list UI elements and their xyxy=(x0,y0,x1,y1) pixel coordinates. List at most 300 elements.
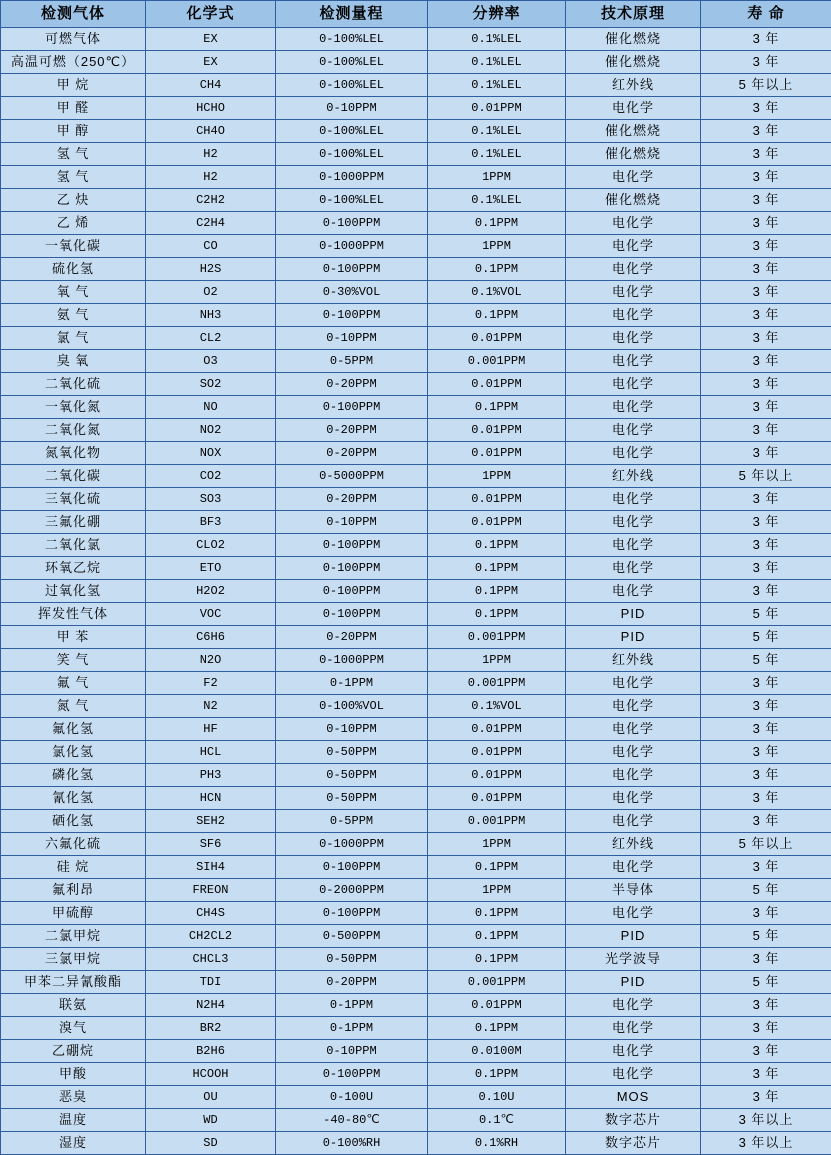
table-row xyxy=(1,74,831,97)
cell-formula: CH2CL2 xyxy=(146,925,276,948)
cell-gas-name: 甲酸 xyxy=(1,1063,146,1086)
cell-resolution: 0.1PPM xyxy=(428,557,566,580)
cell-range: 0-100%LEL xyxy=(276,143,428,166)
cell-range: 0-100PPM xyxy=(276,603,428,626)
cell-resolution: 0.1℃ xyxy=(428,1109,566,1132)
table-row xyxy=(1,1040,831,1063)
cell-gas-name: 六氟化硫 xyxy=(1,833,146,856)
cell-range: 0-100%VOL xyxy=(276,695,428,718)
cell-gas-name: 氢 气 xyxy=(1,166,146,189)
cell-formula: O2 xyxy=(146,281,276,304)
table-row xyxy=(1,1109,831,1132)
cell-principle: 红外线 xyxy=(566,833,701,856)
cell-formula: CL2 xyxy=(146,327,276,350)
cell-range: 0-100PPM xyxy=(276,258,428,281)
cell-range: 0-30%VOL xyxy=(276,281,428,304)
cell-range: 0-1PPM xyxy=(276,1017,428,1040)
cell-formula: F2 xyxy=(146,672,276,695)
cell-lifetime: 3 年 xyxy=(701,695,831,718)
cell-resolution: 0.1%LEL xyxy=(428,143,566,166)
cell-resolution: 0.1%LEL xyxy=(428,51,566,74)
cell-range: 0-100%LEL xyxy=(276,74,428,97)
cell-resolution: 0.1PPM xyxy=(428,856,566,879)
cell-formula: CH4S xyxy=(146,902,276,925)
cell-resolution: 0.1PPM xyxy=(428,1017,566,1040)
cell-principle: 电化学 xyxy=(566,350,701,373)
cell-lifetime: 3 年以上 xyxy=(701,1109,831,1132)
cell-resolution: 1PPM xyxy=(428,166,566,189)
cell-resolution: 0.1PPM xyxy=(428,902,566,925)
cell-gas-name: 氮 气 xyxy=(1,695,146,718)
cell-formula: H2S xyxy=(146,258,276,281)
cell-lifetime: 3 年 xyxy=(701,51,831,74)
cell-resolution: 0.1PPM xyxy=(428,948,566,971)
cell-lifetime: 3 年 xyxy=(701,166,831,189)
cell-gas-name: 乙 烯 xyxy=(1,212,146,235)
table-row xyxy=(1,143,831,166)
table-row xyxy=(1,1017,831,1040)
cell-range: 0-50PPM xyxy=(276,948,428,971)
table-row xyxy=(1,373,831,396)
cell-resolution: 0.1%LEL xyxy=(428,28,566,51)
table-row xyxy=(1,580,831,603)
cell-range: 0-1000PPM xyxy=(276,649,428,672)
cell-principle: 电化学 xyxy=(566,557,701,580)
cell-formula: EX xyxy=(146,28,276,51)
cell-lifetime: 5 年 xyxy=(701,925,831,948)
cell-principle: 半导体 xyxy=(566,879,701,902)
table-row xyxy=(1,28,831,51)
table-row xyxy=(1,925,831,948)
cell-gas-name: 三氧化硫 xyxy=(1,488,146,511)
cell-resolution: 0.01PPM xyxy=(428,373,566,396)
cell-lifetime: 3 年 xyxy=(701,718,831,741)
cell-range: 0-100PPM xyxy=(276,856,428,879)
table-row xyxy=(1,971,831,994)
cell-principle: 电化学 xyxy=(566,419,701,442)
cell-resolution: 0.1%VOL xyxy=(428,281,566,304)
cell-lifetime: 3 年 xyxy=(701,120,831,143)
cell-principle: PID xyxy=(566,626,701,649)
cell-range: 0-500PPM xyxy=(276,925,428,948)
cell-range: -40-80℃ xyxy=(276,1109,428,1132)
cell-formula: O3 xyxy=(146,350,276,373)
table-row xyxy=(1,442,831,465)
cell-resolution: 0.1PPM xyxy=(428,580,566,603)
column-header-principle: 技术原理 xyxy=(566,1,701,28)
cell-principle: 红外线 xyxy=(566,74,701,97)
cell-lifetime: 3 年 xyxy=(701,1040,831,1063)
cell-lifetime: 3 年 xyxy=(701,787,831,810)
table-row xyxy=(1,534,831,557)
cell-resolution: 0.1PPM xyxy=(428,304,566,327)
cell-formula: N2H4 xyxy=(146,994,276,1017)
cell-formula: VOC xyxy=(146,603,276,626)
column-header-resolution: 分辨率 xyxy=(428,1,566,28)
cell-resolution: 0.01PPM xyxy=(428,764,566,787)
column-header-range: 检测量程 xyxy=(276,1,428,28)
cell-lifetime: 3 年 xyxy=(701,580,831,603)
cell-lifetime: 3 年 xyxy=(701,281,831,304)
cell-range: 0-20PPM xyxy=(276,626,428,649)
cell-formula: PH3 xyxy=(146,764,276,787)
cell-lifetime: 3 年 xyxy=(701,97,831,120)
cell-lifetime: 5 年 xyxy=(701,626,831,649)
cell-range: 0-100%LEL xyxy=(276,51,428,74)
cell-gas-name: 氢 气 xyxy=(1,143,146,166)
cell-formula: C2H2 xyxy=(146,189,276,212)
cell-resolution: 0.1PPM xyxy=(428,212,566,235)
cell-gas-name: 二氧化氮 xyxy=(1,419,146,442)
cell-gas-name: 挥发性气体 xyxy=(1,603,146,626)
table-row xyxy=(1,258,831,281)
cell-principle: 光学波导 xyxy=(566,948,701,971)
cell-formula: HCL xyxy=(146,741,276,764)
cell-formula: OU xyxy=(146,1086,276,1109)
table-row xyxy=(1,281,831,304)
cell-lifetime: 3 年 xyxy=(701,534,831,557)
cell-resolution: 0.001PPM xyxy=(428,672,566,695)
table-row xyxy=(1,810,831,833)
cell-resolution: 0.1%LEL xyxy=(428,74,566,97)
cell-gas-name: 过氧化氢 xyxy=(1,580,146,603)
table-header xyxy=(1,1,831,28)
cell-gas-name: 二氧化碳 xyxy=(1,465,146,488)
table-row xyxy=(1,120,831,143)
cell-principle: 电化学 xyxy=(566,718,701,741)
table-row xyxy=(1,419,831,442)
cell-formula: C6H6 xyxy=(146,626,276,649)
table-row xyxy=(1,235,831,258)
cell-gas-name: 氨 气 xyxy=(1,304,146,327)
cell-gas-name: 高温可燃（250℃） xyxy=(1,51,146,74)
table-row xyxy=(1,764,831,787)
table-row xyxy=(1,948,831,971)
cell-resolution: 0.01PPM xyxy=(428,488,566,511)
cell-range: 0-1000PPM xyxy=(276,833,428,856)
cell-range: 0-1000PPM xyxy=(276,235,428,258)
table-row xyxy=(1,327,831,350)
cell-principle: 电化学 xyxy=(566,281,701,304)
cell-formula: CH4O xyxy=(146,120,276,143)
cell-gas-name: 恶臭 xyxy=(1,1086,146,1109)
cell-resolution: 0.1PPM xyxy=(428,925,566,948)
cell-formula: EX xyxy=(146,51,276,74)
cell-gas-name: 二氧化硫 xyxy=(1,373,146,396)
cell-lifetime: 3 年 xyxy=(701,1086,831,1109)
cell-lifetime: 5 年以上 xyxy=(701,74,831,97)
table-row xyxy=(1,649,831,672)
cell-principle: PID xyxy=(566,603,701,626)
table-row xyxy=(1,833,831,856)
cell-gas-name: 臭 氧 xyxy=(1,350,146,373)
cell-lifetime: 3 年 xyxy=(701,741,831,764)
cell-resolution: 0.1PPM xyxy=(428,1063,566,1086)
cell-range: 0-100%LEL xyxy=(276,120,428,143)
cell-lifetime: 3 年 xyxy=(701,212,831,235)
cell-range: 0-100%RH xyxy=(276,1132,428,1155)
cell-range: 0-1PPM xyxy=(276,994,428,1017)
cell-range: 0-100PPM xyxy=(276,396,428,419)
cell-resolution: 0.1%RH xyxy=(428,1132,566,1155)
cell-lifetime: 3 年 xyxy=(701,511,831,534)
cell-resolution: 0.01PPM xyxy=(428,718,566,741)
cell-gas-name: 笑 气 xyxy=(1,649,146,672)
cell-range: 0-10PPM xyxy=(276,97,428,120)
cell-lifetime: 3 年 xyxy=(701,189,831,212)
table-row xyxy=(1,1086,831,1109)
cell-range: 0-100PPM xyxy=(276,304,428,327)
cell-principle: 红外线 xyxy=(566,465,701,488)
cell-lifetime: 3 年 xyxy=(701,143,831,166)
cell-gas-name: 氟 气 xyxy=(1,672,146,695)
cell-resolution: 0.01PPM xyxy=(428,97,566,120)
cell-resolution: 1PPM xyxy=(428,465,566,488)
table-row xyxy=(1,511,831,534)
cell-resolution: 0.1PPM xyxy=(428,396,566,419)
cell-gas-name: 氯 气 xyxy=(1,327,146,350)
table-row xyxy=(1,189,831,212)
cell-formula: BR2 xyxy=(146,1017,276,1040)
cell-formula: FREON xyxy=(146,879,276,902)
cell-range: 0-5000PPM xyxy=(276,465,428,488)
table-row xyxy=(1,557,831,580)
cell-principle: 电化学 xyxy=(566,442,701,465)
cell-formula: HCOOH xyxy=(146,1063,276,1086)
cell-resolution: 0.001PPM xyxy=(428,971,566,994)
cell-principle: 电化学 xyxy=(566,235,701,258)
cell-gas-name: 硫化氢 xyxy=(1,258,146,281)
cell-lifetime: 3 年 xyxy=(701,235,831,258)
cell-range: 0-100%LEL xyxy=(276,28,428,51)
cell-range: 0-100PPM xyxy=(276,534,428,557)
table-row xyxy=(1,465,831,488)
cell-formula: H2 xyxy=(146,166,276,189)
cell-gas-name: 一氧化氮 xyxy=(1,396,146,419)
cell-principle: 催化燃烧 xyxy=(566,143,701,166)
cell-lifetime: 3 年 xyxy=(701,948,831,971)
cell-lifetime: 3 年 xyxy=(701,396,831,419)
cell-resolution: 1PPM xyxy=(428,879,566,902)
cell-principle: 电化学 xyxy=(566,741,701,764)
cell-lifetime: 3 年 xyxy=(701,810,831,833)
cell-lifetime: 3 年 xyxy=(701,672,831,695)
cell-gas-name: 氟化氢 xyxy=(1,718,146,741)
cell-range: 0-100PPM xyxy=(276,1063,428,1086)
cell-lifetime: 5 年 xyxy=(701,649,831,672)
cell-formula: N2 xyxy=(146,695,276,718)
table-row xyxy=(1,856,831,879)
cell-range: 0-20PPM xyxy=(276,971,428,994)
cell-lifetime: 5 年 xyxy=(701,879,831,902)
cell-formula: CH4 xyxy=(146,74,276,97)
cell-resolution: 0.01PPM xyxy=(428,327,566,350)
cell-principle: 电化学 xyxy=(566,902,701,925)
cell-gas-name: 联氨 xyxy=(1,994,146,1017)
cell-principle: MOS xyxy=(566,1086,701,1109)
cell-gas-name: 二氯甲烷 xyxy=(1,925,146,948)
cell-range: 0-20PPM xyxy=(276,442,428,465)
cell-range: 0-100PPM xyxy=(276,580,428,603)
cell-formula: CHCL3 xyxy=(146,948,276,971)
cell-lifetime: 3 年 xyxy=(701,419,831,442)
cell-lifetime: 3 年 xyxy=(701,258,831,281)
cell-formula: SEH2 xyxy=(146,810,276,833)
cell-range: 0-50PPM xyxy=(276,741,428,764)
cell-formula: HCHO xyxy=(146,97,276,120)
cell-principle: 电化学 xyxy=(566,695,701,718)
cell-range: 0-5PPM xyxy=(276,350,428,373)
cell-gas-name: 甲 醇 xyxy=(1,120,146,143)
cell-range: 0-10PPM xyxy=(276,718,428,741)
column-header-gas-name: 检测气体 xyxy=(1,1,146,28)
cell-gas-name: 甲 烷 xyxy=(1,74,146,97)
cell-principle: 电化学 xyxy=(566,534,701,557)
cell-gas-name: 乙 炔 xyxy=(1,189,146,212)
table-row xyxy=(1,603,831,626)
cell-principle: 电化学 xyxy=(566,787,701,810)
cell-principle: 电化学 xyxy=(566,810,701,833)
cell-principle: 电化学 xyxy=(566,373,701,396)
cell-lifetime: 3 年 xyxy=(701,304,831,327)
cell-gas-name: 氮氧化物 xyxy=(1,442,146,465)
cell-lifetime: 3 年 xyxy=(701,1017,831,1040)
table-body xyxy=(1,28,831,1155)
cell-gas-name: 乙硼烷 xyxy=(1,1040,146,1063)
table-row xyxy=(1,787,831,810)
cell-range: 0-1PPM xyxy=(276,672,428,695)
cell-range: 0-20PPM xyxy=(276,419,428,442)
cell-resolution: 0.01PPM xyxy=(428,511,566,534)
cell-range: 0-20PPM xyxy=(276,373,428,396)
cell-gas-name: 甲 苯 xyxy=(1,626,146,649)
cell-range: 0-1000PPM xyxy=(276,166,428,189)
cell-lifetime: 3 年 xyxy=(701,327,831,350)
cell-formula: CO2 xyxy=(146,465,276,488)
cell-range: 0-50PPM xyxy=(276,764,428,787)
cell-resolution: 0.0100M xyxy=(428,1040,566,1063)
table-row xyxy=(1,626,831,649)
cell-gas-name: 三氯甲烷 xyxy=(1,948,146,971)
cell-principle: 催化燃烧 xyxy=(566,120,701,143)
column-header-lifetime: 寿 命 xyxy=(701,1,831,28)
cell-lifetime: 3 年 xyxy=(701,856,831,879)
cell-principle: 电化学 xyxy=(566,764,701,787)
cell-gas-name: 甲苯二异氰酸酯 xyxy=(1,971,146,994)
cell-formula: ETO xyxy=(146,557,276,580)
cell-principle: 红外线 xyxy=(566,649,701,672)
cell-principle: 电化学 xyxy=(566,304,701,327)
cell-range: 0-50PPM xyxy=(276,787,428,810)
cell-formula: SO3 xyxy=(146,488,276,511)
cell-resolution: 0.001PPM xyxy=(428,626,566,649)
cell-formula: N2O xyxy=(146,649,276,672)
cell-resolution: 0.001PPM xyxy=(428,810,566,833)
cell-gas-name: 硒化氢 xyxy=(1,810,146,833)
cell-resolution: 0.1PPM xyxy=(428,534,566,557)
cell-resolution: 0.01PPM xyxy=(428,442,566,465)
cell-resolution: 0.1PPM xyxy=(428,603,566,626)
cell-lifetime: 5 年以上 xyxy=(701,465,831,488)
cell-principle: 数字芯片 xyxy=(566,1109,701,1132)
cell-range: 0-20PPM xyxy=(276,488,428,511)
cell-principle: 电化学 xyxy=(566,511,701,534)
cell-principle: 电化学 xyxy=(566,488,701,511)
cell-range: 0-100PPM xyxy=(276,557,428,580)
cell-lifetime: 3 年以上 xyxy=(701,1132,831,1155)
cell-principle: 电化学 xyxy=(566,1017,701,1040)
cell-range: 0-100%LEL xyxy=(276,189,428,212)
cell-principle: 数字芯片 xyxy=(566,1132,701,1155)
cell-formula: TDI xyxy=(146,971,276,994)
table-row xyxy=(1,304,831,327)
column-header-formula: 化学式 xyxy=(146,1,276,28)
table-header-row xyxy=(1,1,831,28)
cell-formula: HF xyxy=(146,718,276,741)
cell-gas-name: 温度 xyxy=(1,1109,146,1132)
cell-lifetime: 5 年 xyxy=(701,971,831,994)
table-row xyxy=(1,166,831,189)
cell-lifetime: 3 年 xyxy=(701,557,831,580)
cell-resolution: 0.1%LEL xyxy=(428,120,566,143)
table-row xyxy=(1,1063,831,1086)
cell-principle: 催化燃烧 xyxy=(566,28,701,51)
table-row xyxy=(1,879,831,902)
cell-range: 0-2000PPM xyxy=(276,879,428,902)
cell-range: 0-100PPM xyxy=(276,212,428,235)
cell-lifetime: 5 年 xyxy=(701,603,831,626)
table-row xyxy=(1,396,831,419)
cell-range: 0-10PPM xyxy=(276,1040,428,1063)
cell-formula: BF3 xyxy=(146,511,276,534)
cell-lifetime: 3 年 xyxy=(701,488,831,511)
cell-range: 0-10PPM xyxy=(276,511,428,534)
cell-principle: PID xyxy=(566,971,701,994)
cell-range: 0-100PPM xyxy=(276,902,428,925)
table-row xyxy=(1,350,831,373)
cell-gas-name: 硅 烷 xyxy=(1,856,146,879)
cell-gas-name: 氟利昂 xyxy=(1,879,146,902)
cell-lifetime: 3 年 xyxy=(701,1063,831,1086)
cell-resolution: 0.01PPM xyxy=(428,787,566,810)
cell-gas-name: 溴气 xyxy=(1,1017,146,1040)
cell-resolution: 0.01PPM xyxy=(428,994,566,1017)
cell-principle: 电化学 xyxy=(566,166,701,189)
cell-formula: H2O2 xyxy=(146,580,276,603)
cell-gas-name: 环氧乙烷 xyxy=(1,557,146,580)
cell-formula: SO2 xyxy=(146,373,276,396)
cell-lifetime: 3 年 xyxy=(701,902,831,925)
cell-formula: B2H6 xyxy=(146,1040,276,1063)
table-row xyxy=(1,718,831,741)
cell-principle: PID xyxy=(566,925,701,948)
table-row xyxy=(1,1132,831,1155)
cell-range: 0-100U xyxy=(276,1086,428,1109)
cell-formula: CO xyxy=(146,235,276,258)
cell-resolution: 0.001PPM xyxy=(428,350,566,373)
cell-principle: 电化学 xyxy=(566,396,701,419)
table-row xyxy=(1,695,831,718)
cell-principle: 电化学 xyxy=(566,994,701,1017)
cell-range: 0-10PPM xyxy=(276,327,428,350)
cell-formula: SIH4 xyxy=(146,856,276,879)
cell-gas-name: 湿度 xyxy=(1,1132,146,1155)
cell-resolution: 0.1%VOL xyxy=(428,695,566,718)
cell-principle: 电化学 xyxy=(566,258,701,281)
cell-lifetime: 3 年 xyxy=(701,373,831,396)
cell-principle: 电化学 xyxy=(566,1063,701,1086)
cell-gas-name: 可燃气体 xyxy=(1,28,146,51)
